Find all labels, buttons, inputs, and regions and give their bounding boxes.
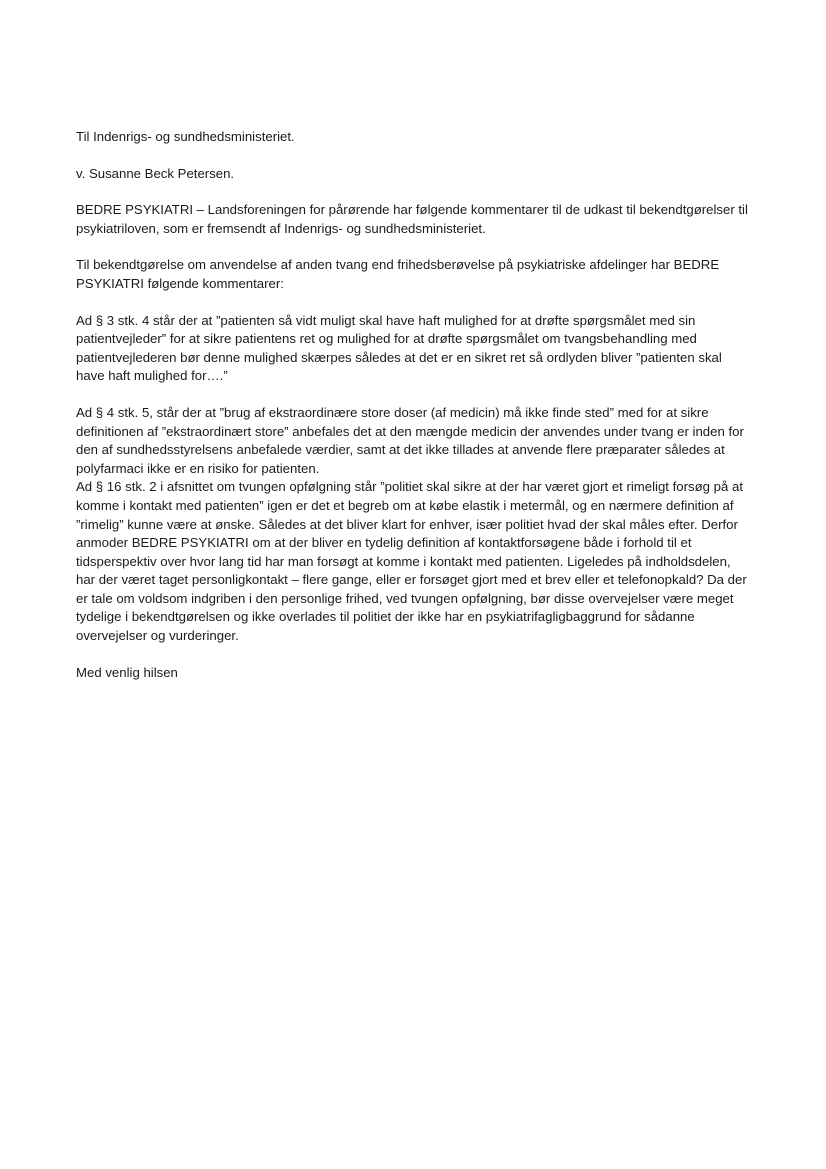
letter-body — [76, 128, 748, 700]
attention-line: v. Susanne Beck Petersen. — [76, 165, 235, 181]
comment-paragraph-3-4: Ad § 3 stk. 4 står der at ”patienten så vidt muligt skal have haft mulighed for at drøfte spørgsmålet med sin patientvejleder” for at sikre patientens ret og mulighed for at drøfte spørgsmålet om tvangsbehandling med patientvejlederen bør denne mulighed skærpes således at det er en sikret ret så ordlyden bliver ”patienten skal have haft mulighed for….” — [76, 312, 722, 384]
comment-paragraph-4-5: Ad § 4 stk. 5, står der at ”brug af ekstraordinære store doser (af medicin) må ikke finde sted” med for at sikre definitionen af ”ekstraordinært store” anbefales det at den mængde medicin der anvendes under tvang er inden for den af sundhedsstyrelsens anbefalede værdier, samt at det ikke tillades at anvende flere præparater således at polyfarmaci ikke er en risiko for patienten. — [76, 404, 744, 476]
context-paragraph: Til bekendtgørelse om anvendelse af anden tvang end frihedsberøvelse på psykiatriske afdelinger har BEDRE PSYKIATRI følgende kommentarer: — [76, 257, 720, 291]
intro-paragraph: BEDRE PSYKIATRI – Landsforeningen for pårørende har følgende kommentarer til de udkast til bekendtgørelser til psykiatriloven, som er fremsendt af Indenrigs- og sundhedsministeriet. — [76, 202, 748, 236]
recipient-line: Til Indenrigs- og sundhedsministeriet. — [76, 129, 295, 144]
closing-line: Med venlig hilsen — [76, 664, 178, 680]
comment-paragraph-16-2: Ad § 16 stk. 2 i afsnittet om tvungen opfølgning står ”politiet skal sikre at der har været gjort et rimeligt forsøg på at komme i kontakt med patienten” igen er det et begreb om at købe elastik i metermål, og en nærmere definition af ”rimelig” kunne være at ønske. Således at det bliver klart for enhver, især politiet hvad der skal måles efter. Derfor anmoder BEDRE PSYKIATRI om at der bliver en tydelig definition af kontaktforsøgene både i forhold til et tidsperspektiv over hvor lang tid har man forsøgt at komme i kontakt med patienten. Ligeledes på indholdsdelen, har der været taget personligkontakt – flere gange, eller er forsøget gjort med et brev eller et telefonopkald? Da der er tale om voldsom indgriben i den personlige frihed, ved tvungen opfølgning, bør disse overvejelser være meget tydelige i bekendtgørelsen og ikke overlades til politiet der ikke har en psykiatrifagligbaggrund for sådanne overvejelser og vurderinger. — [76, 479, 747, 644]
